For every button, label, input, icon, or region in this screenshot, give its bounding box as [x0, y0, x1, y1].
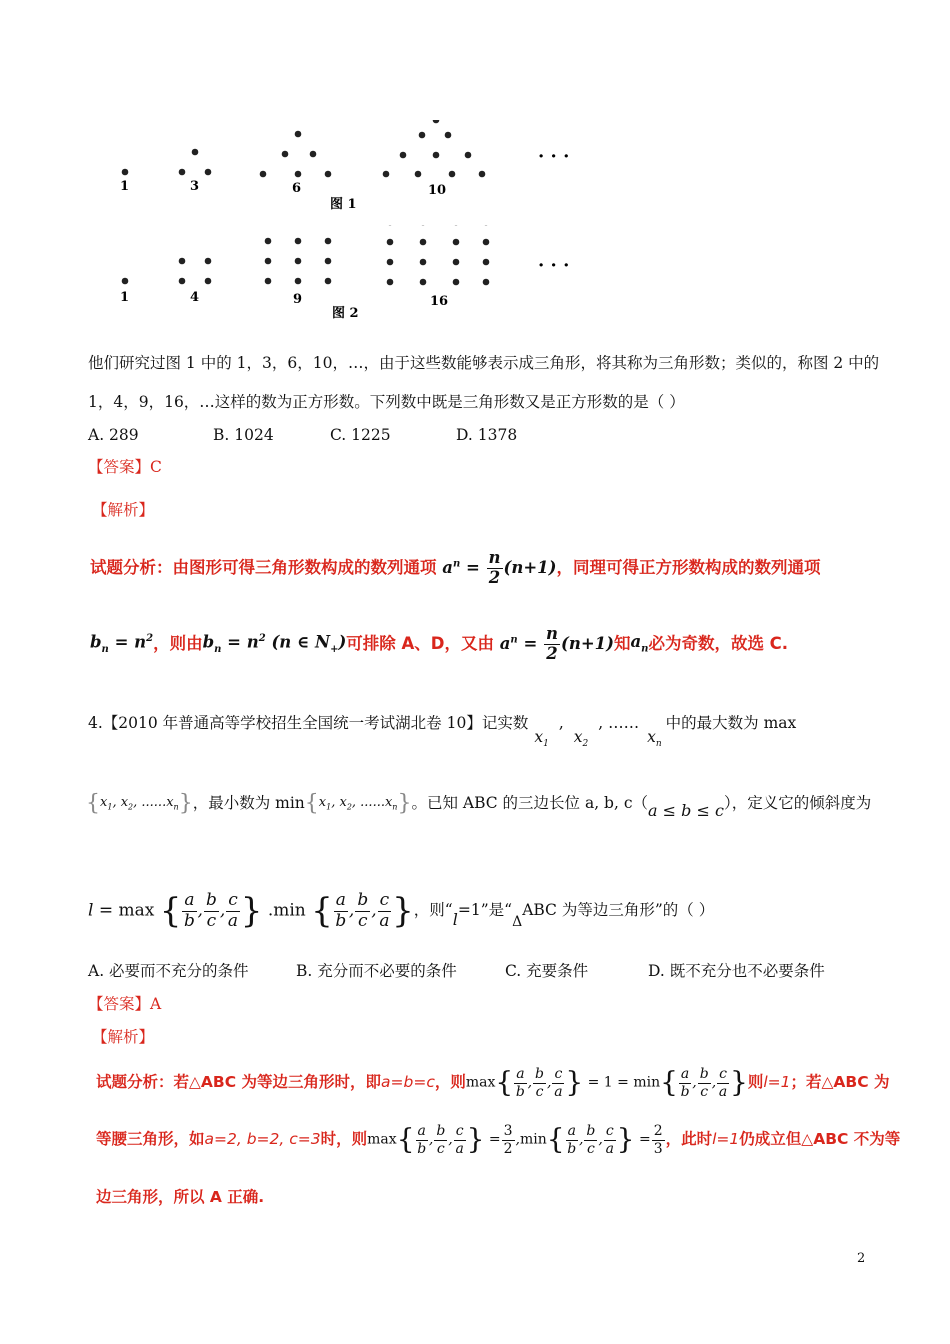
q4-tilt-formula: l = max { $\frac{a}{b}$ , $\frac{b}{c}$ , $\frac{c}{a}$ } .min { $\frac{a}{b}$ , $\frac{b}{c}$ , $\frac{c}{a}$ } [88, 889, 414, 931]
q4-xn: $x_n$ [647, 728, 662, 750]
q3-analysis-line-1 [90, 548, 820, 588]
q3-analysis-line-2 [90, 624, 788, 664]
q4-option-a: A. 必要而不充分的条件 [88, 962, 249, 980]
fig1-label-10: 10 [428, 183, 447, 198]
q4-analysis-text-a3: ，则 [434, 1073, 466, 1092]
q3-analysis-label: 【解析】 [92, 501, 155, 519]
q4-text-1: 记实数 [481, 714, 529, 732]
q4-analysis-text-b5: l=1 [712, 1130, 740, 1149]
q4-text-3: ，最小数为 min [192, 794, 305, 813]
q3-formula-an-2: $a^n$ = $\frac{n}{2}$ (n+1) [493, 623, 614, 663]
q4-analysis-line-2 [96, 1118, 900, 1162]
q3-option-d: D. 1378 [456, 426, 518, 444]
q3-analysis-text-1: 试题分析：由图形可得三角形数构成的数列通项 [90, 557, 437, 577]
q4-text-8: ABC 为等边三角形”的（ ） [522, 901, 715, 920]
q4-x2: $x_2$ [573, 728, 589, 750]
fig2-label-16: 16 [430, 294, 449, 309]
page-number: 2 [857, 1251, 866, 1266]
q3-option-b: B. 1024 [213, 426, 274, 444]
q4-text-5: ），定义它的倾斜度为 [723, 794, 872, 813]
figure-2 [100, 225, 600, 325]
fig2-ellipsis: · · · [538, 255, 570, 276]
fig2-caption: 图 2 [332, 306, 359, 321]
q3-line-1: 他们研究过图 1 中的 1，3，6，10，…，由于这些数能够表示成三角形，将其称为三角形数；类似的，称图 2 中的 [88, 354, 880, 372]
q4-analysis-text-a2: a=b=c [381, 1073, 435, 1092]
q4-text-2: 中的最大数为 max [665, 714, 797, 732]
q3-formula-bn-domain: $b_n = n^2$ (n ∈ $N_+$) [202, 632, 347, 655]
fig1-ellipsis: · · · [538, 146, 570, 167]
fig1-label-3: 3 [190, 179, 200, 194]
q3-formula-bn: $b_n = n^2$ [90, 632, 154, 655]
q4-answer: 【答案】A [88, 995, 162, 1013]
q4-analysis-line-1 [96, 1061, 890, 1105]
q3-analysis-text-6: 必为奇数，故选 C. [648, 633, 789, 653]
q3-analysis-text-5: 知 [613, 633, 631, 653]
q3-formula-an: $a^n$ = $\frac{n}{2}$ (n+1) [436, 547, 557, 587]
q4-analysis-text-b3: 时，则 [320, 1130, 368, 1149]
q4-text-7: =1”是“ [457, 901, 513, 920]
q4-option-b: B. 充分而不必要的条件 [296, 962, 457, 980]
fig2-label-4: 4 [190, 290, 200, 305]
q4-line-3: l = max { $\frac{a}{b}$ , $\frac{b}{c}$ , $\frac{c}{a}$ } .min { $\frac{a}{b}$ , $\frac{b}{c}$ , $\frac{c}{a}$ } ，则“ l =1”是“ Δ ABC 为等边三角形”的（ ） [88, 889, 715, 931]
figure-1 [100, 120, 600, 220]
q4-analysis-formula-isosceles: max{ $\frac{a}{b}$ , $\frac{b}{c}$ , $\frac{c}{a}$ } = $\frac{3}{2}$ ,min{ $\frac{a}{b}$ , $\frac{b}{c}$ , $\frac{c}{a}$ } = $\frac{2}{3}$ [367, 1123, 663, 1157]
q4-inequality: a ≤ b ≤ c [648, 801, 724, 820]
q3-analysis-text-2: ，同理可得正方形数构成的数列通项 [556, 557, 821, 577]
q4-analysis-text-a5: l=1 [763, 1073, 791, 1092]
q4-source: 【2010 年普通高等学校招生全国统一考试湖北卷 10】 [102, 714, 482, 732]
q4-number: 4. [88, 714, 103, 732]
q3-analysis-text-3: ，则由 [153, 633, 203, 653]
q3-option-a: A. 289 [88, 426, 139, 444]
q4-line-2: { $x_1$, $x_2$, $......x_n$ } ，最小数为 min { $x_1$, $x_2$, $......x_n$ } 。已知 ABC 的三边长位 a, b, c（ a ≤ b ≤ c ），定义它的倾斜度为 [86, 791, 872, 820]
q4-analysis-text-b6: 仍成立但△ABC 不为等 [739, 1130, 901, 1149]
q4-analysis-text-a4: 则 [747, 1073, 764, 1092]
fig2-label-9: 9 [293, 292, 303, 307]
q4-analysis-formula-equal: max{ $\frac{a}{b}$ , $\frac{b}{c}$ , $\frac{c}{a}$ } = 1 = min{ $\frac{a}{b}$ , $\frac{b}{c}$ , $\frac{c}{a}$ } [465, 1066, 748, 1100]
fig1-label-6: 6 [292, 181, 302, 196]
q3-option-c: C. 1225 [330, 426, 391, 444]
q4-analysis-text-b1: 等腰三角形，如 [96, 1130, 205, 1149]
fig1-label-1: 1 [120, 179, 130, 194]
q4-analysis-line-3: 边三角形，所以 A 正确. [96, 1188, 265, 1206]
q3-line-2: 1，4，9，16，…这样的数为正方形数。下列数中既是三角形数又是正方形数的是（ ） [88, 393, 685, 411]
q3-answer: 【答案】C [88, 458, 162, 476]
q4-x1: $x_1$ [534, 728, 549, 750]
q4-text-6: ，则“ [413, 901, 453, 920]
q4-option-c: C. 充要条件 [505, 962, 589, 980]
q4-analysis-text-b4: ，此时 [665, 1130, 713, 1149]
q4-line-1: 4. 【2010 年普通高等学校招生全国统一考试湖北卷 10】 记实数 $x_1$ , $x_2$ , …… $x_n$ 中的最大数为 max [88, 714, 797, 750]
q4-text-4: 。已知 ABC 的三边长位 a, b, c（ [411, 794, 649, 813]
q4-option-d: D. 既不充分也不必要条件 [648, 962, 825, 980]
q3-analysis-text-4: 可排除 A、D，又由 [346, 633, 494, 653]
fig2-label-1: 1 [120, 290, 130, 305]
q3-formula-an-3: $a_n$ [630, 631, 649, 655]
q4-analysis-text-a1: 试题分析：若△ABC 为等边三角形时，即 [96, 1073, 382, 1092]
fig1-caption: 图 1 [330, 197, 357, 212]
q4-analysis-text-a6: ；若△ABC 为 [790, 1073, 890, 1092]
q4-analysis-text-b2: a=2, b=2, c=3 [204, 1130, 321, 1149]
q4-analysis-label: 【解析】 [92, 1028, 155, 1046]
